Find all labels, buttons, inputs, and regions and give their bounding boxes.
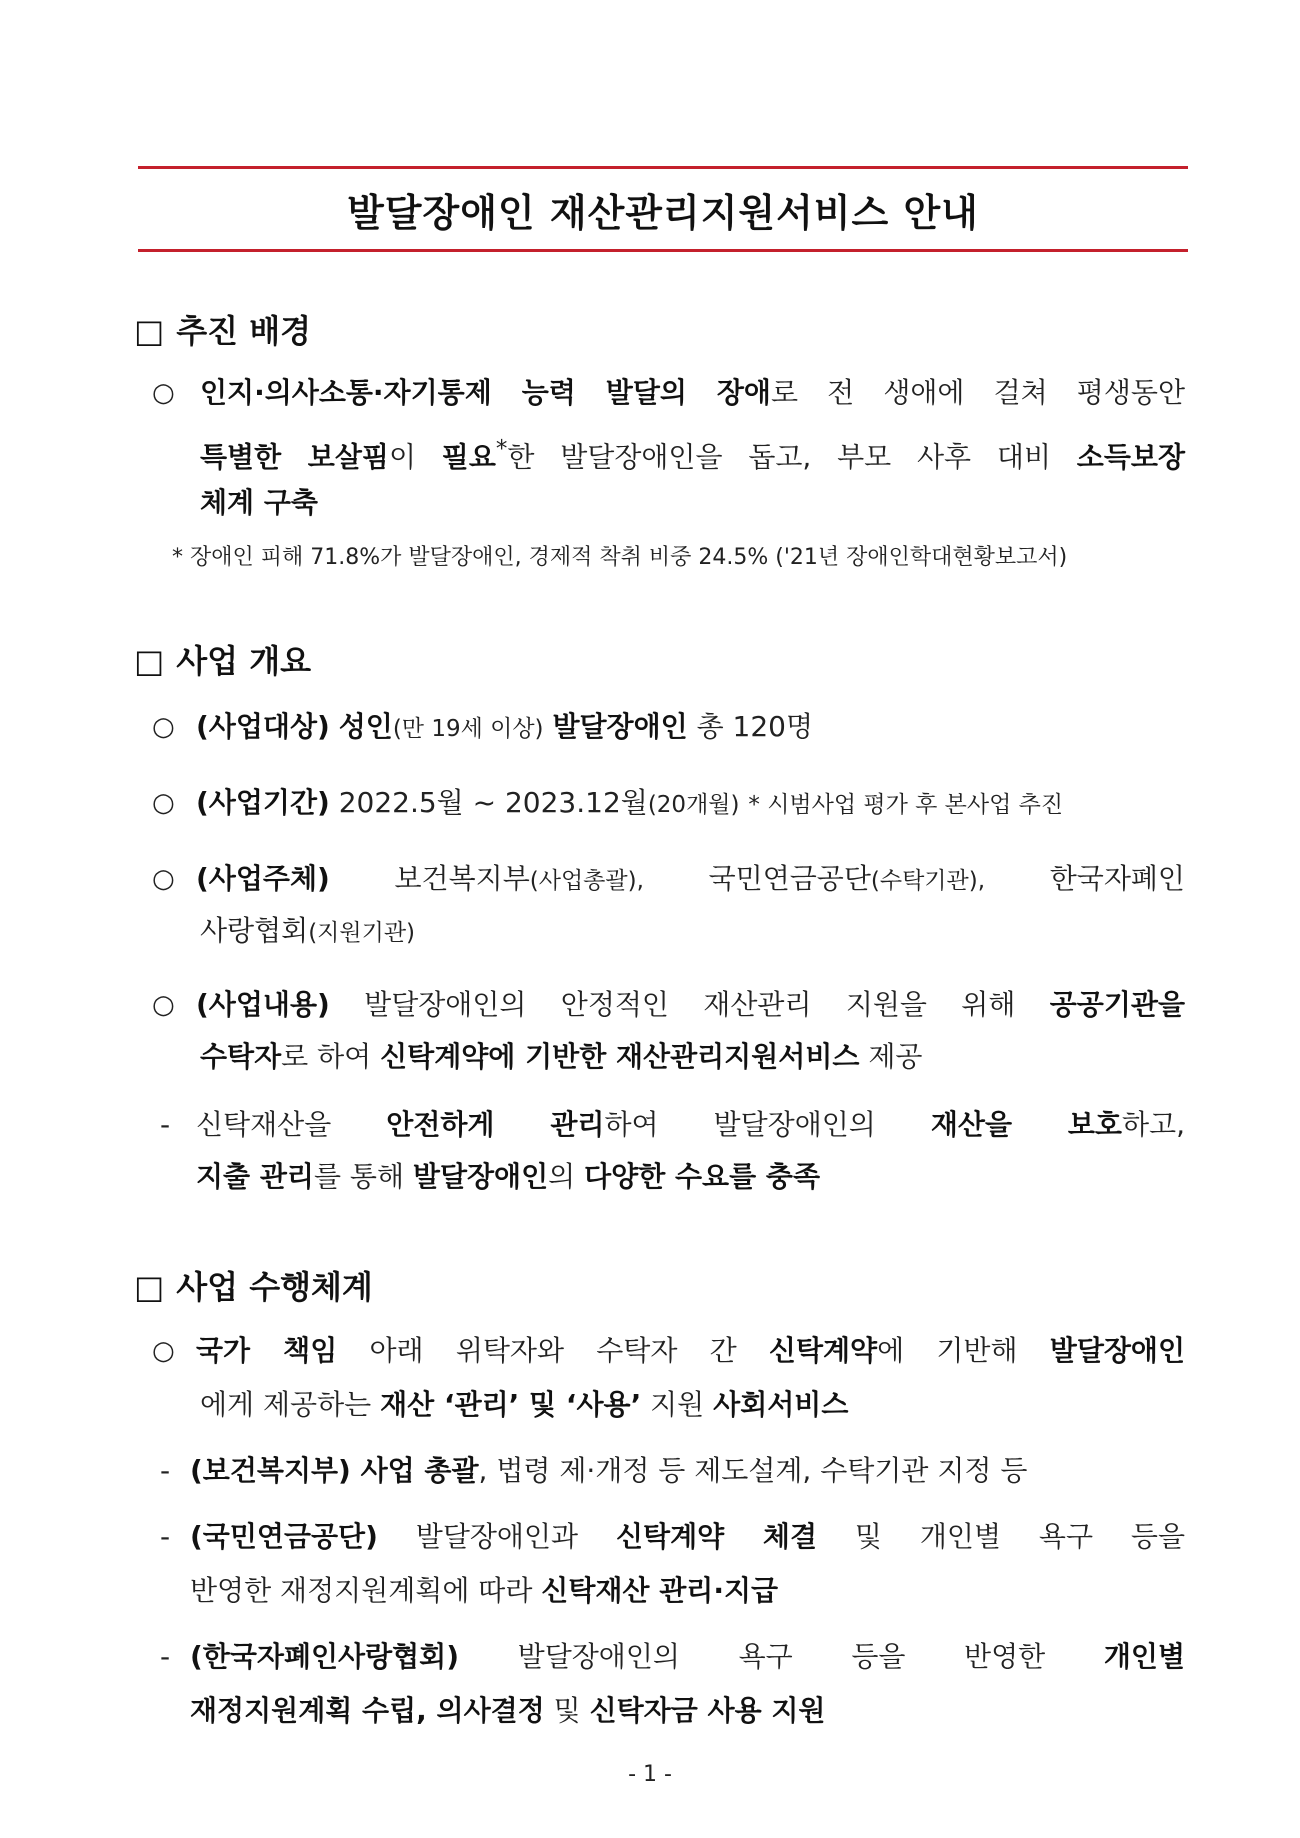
circle-bullet-icon: ○: [152, 990, 175, 1020]
system-role-ministry: (보건복지부) 사업 총괄, 법령 제·개정 등 제도설계, 수탁기관 지정 등: [190, 1454, 1028, 1487]
circle-bullet-icon: ○: [152, 712, 175, 742]
system-role-autism-line-1: (한국자폐인사랑협회) 발달장애인의 욕구 등을 반영한 개인별: [190, 1640, 1185, 1673]
system-role-autism-line-2: 재정지원계획 수립, 의사결정 및 신탁자금 사용 지원: [190, 1694, 826, 1727]
section-heading-overview: □ 사업 개요: [134, 642, 312, 680]
background-footnote: * 장애인 피해 71.8%가 발달장애인, 경제적 착취 비중 24.5% ('21년 장애인학대현황보고서): [172, 545, 1068, 570]
background-line-3: 체계 구축: [200, 486, 318, 519]
title-banner: [138, 166, 1188, 252]
overview-org-line-1: (사업주체) 보건복지부(사업총괄), 국민연금공단(수탁기관), 한국자폐인: [196, 862, 1185, 895]
system-role-nps-line-2: 반영한 재정지원계획에 따라 신탁재산 관리·지급: [190, 1574, 779, 1607]
system-role-nps-line-1: (국민연금공단) 발달장애인과 신탁계약 체결 및 개인별 욕구 등을: [190, 1520, 1185, 1553]
page-title: 발달장애인 재산관리지원서비스 안내: [347, 190, 979, 235]
dash-bullet-icon: -: [160, 1108, 171, 1141]
checkbox-square-icon: □: [134, 312, 165, 350]
system-main-line-2: 에게 제공하는 재산 ‘관리’ 및 ‘사용’ 지원 사회서비스: [200, 1388, 849, 1421]
overview-content-line-1: (사업내용) 발달장애인의 안정적인 재산관리 지원을 위해 공공기관을: [196, 988, 1185, 1021]
section-heading-system: □ 사업 수행체계: [134, 1268, 373, 1306]
circle-bullet-icon: ○: [152, 378, 175, 408]
dash-bullet-icon: -: [160, 1454, 171, 1487]
overview-period: (사업기간) 2022.5월 ~ 2023.12월(20개월) * 시범사업 평가 후 본사업 추진: [196, 786, 1064, 819]
section-heading-background: □ 추진 배경: [134, 312, 312, 350]
background-line-2: 특별한 보살핌이 필요*한 발달장애인을 돕고, 부모 사후 대비 소득보장: [200, 436, 1185, 474]
checkbox-square-icon: □: [134, 642, 165, 680]
overview-content-line-2: 수탁자로 하여 신탁계약에 기반한 재산관리지원서비스 제공: [200, 1040, 923, 1073]
dash-bullet-icon: -: [160, 1640, 171, 1673]
circle-bullet-icon: ○: [152, 788, 175, 818]
system-main-line-1: 국가 책임 아래 위탁자와 수탁자 간 신탁계약에 기반해 발달장애인: [196, 1334, 1186, 1367]
page-number: - 1 -: [628, 1762, 672, 1787]
circle-bullet-icon: ○: [152, 864, 175, 894]
checkbox-square-icon: □: [134, 1268, 165, 1306]
dash-bullet-icon: -: [160, 1520, 171, 1553]
overview-detail-line-2: 지출 관리를 통해 발달장애인의 다양한 수요를 충족: [196, 1160, 820, 1193]
asterisk-icon: *: [172, 545, 183, 570]
overview-detail-line-1: 신탁재산을 안전하게 관리하여 발달장애인의 재산을 보호하고,: [196, 1108, 1185, 1141]
overview-target: (사업대상) 성인(만 19세 이상) 발달장애인 총 120명: [196, 710, 814, 743]
background-line-1: 인지·의사소통·자기통제 능력 발달의 장애로 전 생애에 걸쳐 평생동안: [200, 376, 1185, 409]
circle-bullet-icon: ○: [152, 1336, 175, 1366]
overview-org-line-2: 사랑협회(지원기관): [200, 914, 416, 947]
